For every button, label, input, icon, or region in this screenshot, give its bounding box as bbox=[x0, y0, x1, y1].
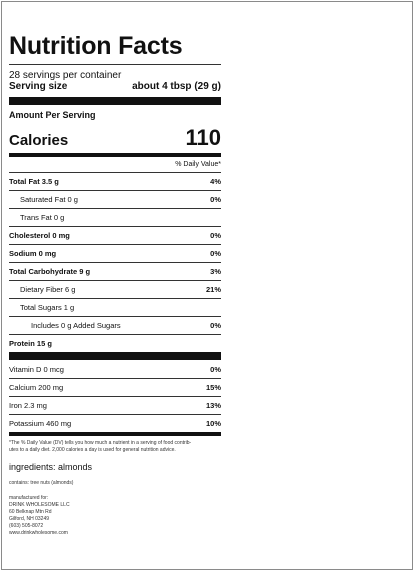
manufacturer-line: www.drinkwholesome.com bbox=[9, 530, 68, 536]
servings-per-container: 28 servings per container bbox=[9, 70, 122, 81]
manufacturer-line: 60 Belknap Mtn Rd bbox=[9, 509, 52, 515]
manufacturer-line: manufactured for: bbox=[9, 495, 49, 501]
nutrient-row bbox=[9, 226, 221, 244]
nutrient-row bbox=[9, 262, 221, 280]
vitamin-row bbox=[9, 378, 221, 396]
vitamin-pct: 10% bbox=[205, 419, 221, 428]
nutrient-pct: 0% bbox=[210, 321, 221, 330]
manufacturer-line: Gilford, NH 03249 bbox=[9, 516, 50, 522]
nutrient-pct: 4% bbox=[210, 177, 221, 186]
footnote-line: utes to a daily diet. 2,000 calories a day is used for general nutrition advice. bbox=[9, 447, 176, 453]
vitamin-pct: 0% bbox=[210, 364, 221, 374]
manufacturer-line: DRINK WHOLESOME LLC bbox=[9, 502, 70, 508]
nutrient-row bbox=[9, 244, 221, 262]
serving-size-label: Serving size bbox=[9, 81, 68, 92]
vitamin-row bbox=[9, 414, 221, 432]
nutrient-name: Includes 0 g Added Sugars bbox=[31, 321, 121, 330]
nutrient-pct: 21% bbox=[205, 285, 221, 294]
nutrient-name: Dietary Fiber 6 g bbox=[20, 285, 76, 294]
label-title: Nutrition Facts bbox=[9, 32, 183, 60]
nutrient-row bbox=[9, 280, 221, 298]
nutrient-name: Total Fat 3.5 g bbox=[9, 177, 59, 186]
vitamin-pct: 13% bbox=[205, 401, 221, 410]
vitamin-row bbox=[9, 360, 221, 378]
calories-label: Calories bbox=[9, 132, 69, 149]
thick-divider bbox=[9, 352, 221, 360]
calories-row bbox=[9, 123, 221, 153]
serving-size-row bbox=[9, 81, 221, 97]
thick-divider bbox=[9, 97, 221, 105]
nutrient-name: Saturated Fat 0 g bbox=[20, 195, 78, 204]
nutrient-row bbox=[9, 298, 221, 316]
amount-per-serving: Amount Per Serving bbox=[9, 110, 96, 120]
divider bbox=[9, 64, 221, 65]
nutrient-name: Cholesterol 0 mg bbox=[9, 231, 70, 240]
ingredients: ingredients: almonds bbox=[9, 462, 93, 472]
nutrient-name: Total Sugars 1 g bbox=[20, 303, 75, 312]
daily-value-header: % Daily Value* bbox=[175, 161, 221, 168]
manufacturer-line: (603) 505-8072 bbox=[9, 523, 44, 529]
manufacturer-info bbox=[9, 495, 221, 537]
vitamin-name: Vitamin D 0 mcg bbox=[9, 364, 64, 374]
serving-size-value: about 4 tbsp (29 g) bbox=[132, 81, 221, 92]
nutrient-row bbox=[9, 208, 221, 226]
nutrient-pct: 0% bbox=[210, 231, 221, 240]
nutrient-name: Protein 15 g bbox=[9, 339, 52, 348]
nutrient-name: Total Carbohydrate 9 g bbox=[9, 267, 91, 276]
vitamin-name: Potassium 460 mg bbox=[9, 419, 72, 428]
nutrition-label bbox=[9, 33, 221, 537]
nutrient-row bbox=[9, 316, 221, 334]
nutrient-name: Trans Fat 0 g bbox=[20, 213, 65, 222]
vitamin-pct: 15% bbox=[205, 383, 221, 392]
footnote bbox=[9, 436, 221, 454]
nutrient-row bbox=[9, 334, 221, 352]
calories-value: 110 bbox=[185, 125, 221, 150]
nutrient-pct: 0% bbox=[210, 195, 221, 204]
vitamin-row bbox=[9, 396, 221, 414]
footnote-line: *The % Daily Value (DV) tells you how much a nutrient in a serving of food contrib- bbox=[9, 440, 192, 446]
nutrient-row bbox=[9, 190, 221, 208]
vitamin-name: Iron 2.3 mg bbox=[9, 401, 47, 410]
nutrient-pct: 3% bbox=[210, 267, 221, 276]
nutrient-pct: 0% bbox=[210, 249, 221, 258]
allergen-statement: contains: tree nuts (almonds) bbox=[9, 480, 74, 486]
nutrient-row bbox=[9, 172, 221, 190]
vitamin-name: Calcium 200 mg bbox=[9, 383, 64, 392]
nutrient-name: Sodium 0 mg bbox=[9, 249, 57, 258]
